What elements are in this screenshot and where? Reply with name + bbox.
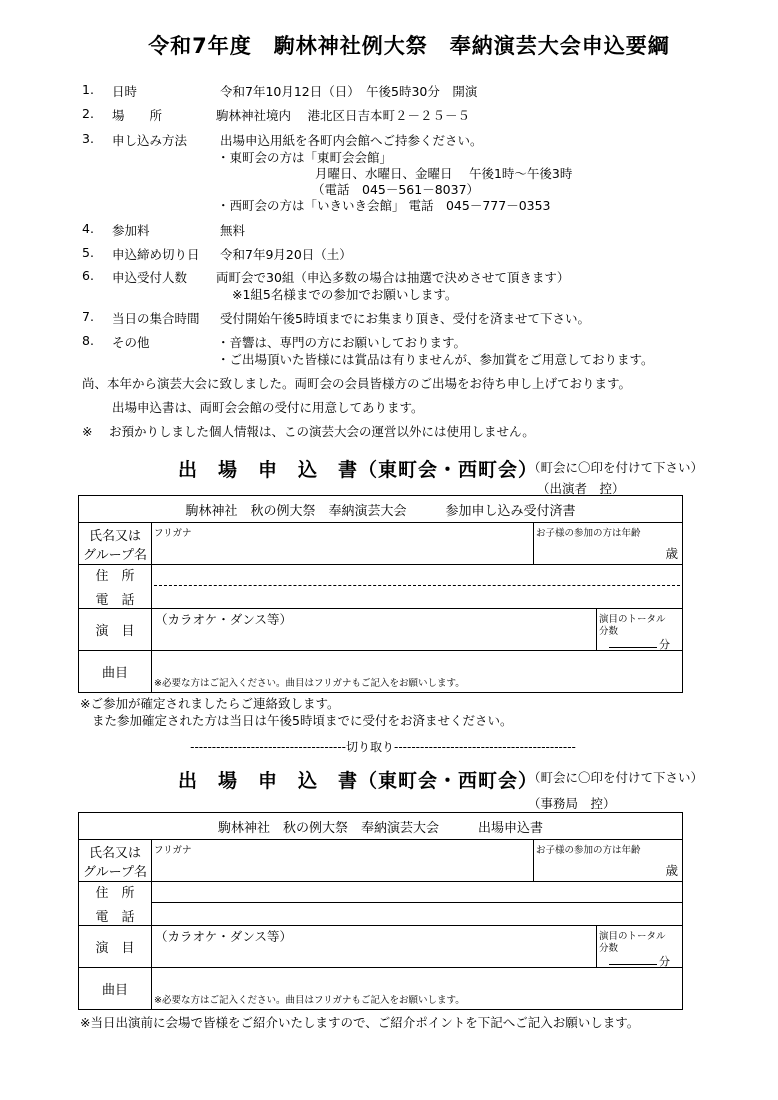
item-value: 令和7年10月12日（日） 午後5時30分 開演 — [220, 84, 478, 99]
circle-note: （町会に〇印を付けて下さい） — [528, 770, 704, 785]
item-number: 8. — [82, 333, 94, 348]
item-label: 申込受付人数 — [112, 270, 188, 285]
item-number: 4. — [82, 221, 94, 236]
item-label: 申し込み方法 — [112, 133, 188, 148]
copy-label: （事務局 控） — [528, 796, 616, 811]
copy-label: （出演者 控） — [537, 481, 625, 496]
tel-label: 電 話 — [95, 910, 135, 925]
name-input[interactable] — [152, 523, 534, 565]
act-input[interactable] — [152, 926, 597, 968]
furigana-label: フリガナ — [154, 845, 192, 856]
item-number: 5. — [82, 245, 94, 260]
form-header: 駒林神社 秋の例大祭 奉納演芸大会 出場申込書 — [79, 813, 683, 840]
item-label: その他 — [112, 335, 150, 350]
page-title: 令和7年度 駒林神社例大祭 奉納演芸大会申込要綱 — [148, 34, 670, 58]
item-value: 令和7年9月20日（土） — [220, 247, 352, 262]
item-number: 7. — [82, 309, 94, 324]
item8-note: ・ご出場頂いた皆様には賞品は有りませんが、参加賞をご用意しております。 — [217, 352, 654, 367]
item-number: 6. — [82, 268, 94, 283]
item-value: 無料 — [220, 223, 246, 238]
form-header: 駒林神社 秋の例大祭 奉納演芸大会 参加申し込み受付済書 — [79, 496, 683, 523]
child-age-label: お子様の参加の方は年齢 — [536, 845, 641, 856]
item-value: ・音響は、専門の方にお願いしております。 — [217, 335, 467, 350]
item-number: 3. — [82, 131, 94, 146]
act-hint: （カラオケ・ダンス等） — [155, 929, 293, 944]
item-value: 出場申込用紙を各町内会館へご持参ください。 — [220, 133, 483, 148]
note-line: 尚、本年から演芸大会に致しました。両町会の会員皆様方のご出場をお待ち申し上げております。 — [82, 376, 632, 391]
total-minutes-input[interactable] — [597, 926, 683, 968]
minute-unit: 分 — [659, 955, 670, 968]
child-age-label: お子様の参加の方は年齢 — [536, 528, 641, 539]
total-label: 分数 — [599, 626, 619, 637]
item3-line: ・西町会の方は「いきいき会館」 電話 045－777－0353 — [217, 198, 551, 213]
item3-line: ・東町会の方は「東町会会館」 — [217, 150, 393, 165]
act-label: 演 目 — [79, 926, 152, 968]
song-note: ※必要な方はご記入ください。曲目はフリガナもご記入をお願いします。 — [154, 995, 465, 1006]
item3-line: （電話 045－561－8037） — [312, 182, 480, 197]
application-form-2 — [78, 812, 683, 1010]
address-tel-input[interactable] — [152, 565, 683, 609]
circle-note: （町会に〇印を付けて下さい） — [528, 460, 704, 475]
item-label: 日時 — [112, 84, 138, 99]
item-label: 申込締め切り日 — [112, 247, 200, 262]
act-input[interactable] — [152, 609, 597, 651]
name-label — [79, 523, 152, 565]
item-value: 両町会で30組（申込多数の場合は抽選で決めさせて頂きます） — [216, 270, 570, 285]
total-label: 演目のトータル — [599, 614, 666, 625]
item-label: 当日の集合時間 — [112, 311, 200, 326]
age-input[interactable] — [534, 840, 683, 882]
item-label: 場 所 — [112, 108, 163, 123]
note-line: ※ お預かりしました個人情報は、この演芸大会の運営以外には使用しません。 — [82, 424, 535, 439]
item-number: 1. — [82, 82, 94, 97]
form-title: 出 場 申 込 書（東町会・西町会） — [178, 459, 539, 481]
name-input[interactable] — [152, 840, 534, 882]
name-label-line: グループ名 — [83, 864, 147, 880]
item-label: 参加料 — [112, 223, 150, 238]
age-unit: 歳 — [665, 546, 679, 561]
after-form-note: ※ご参加が確定されましたらご連絡致します。 — [80, 696, 340, 711]
name-label-line: グループ名 — [83, 547, 147, 563]
application-form-1 — [78, 495, 683, 693]
age-input[interactable] — [534, 523, 683, 565]
address-tel-label — [79, 882, 152, 926]
tel-label: 電 話 — [95, 593, 135, 608]
name-label — [79, 840, 152, 882]
song-label: 曲目 — [79, 651, 152, 693]
item-value: 駒林神社境内 港北区日吉本町２－２５－５ — [216, 108, 470, 123]
after-form-note: また参加確定された方は当日は午後5時頃までに受付をお済ませください。 — [92, 713, 513, 728]
total-minutes-input[interactable] — [597, 609, 683, 651]
furigana-label: フリガナ — [154, 528, 192, 539]
address-label: 住 所 — [95, 886, 135, 901]
song-note: ※必要な方はご記入ください。曲目はフリガナもご記入をお願いします。 — [154, 678, 465, 689]
total-label: 演目のトータル — [599, 931, 666, 942]
song-label: 曲目 — [79, 968, 152, 1010]
address-label: 住 所 — [95, 569, 135, 584]
footer-note: ※当日出演前に会場で皆様をご紹介いたしますので、ご紹介ポイントを下記へご記入お願いします。 — [80, 1015, 640, 1030]
minute-unit: 分 — [659, 638, 670, 651]
cut-line: ------------------------------------切り取り------------------------------------------ — [190, 740, 576, 754]
note-line: 出場申込書は、両町会会館の受付に用意してあります。 — [112, 400, 424, 415]
song-input[interactable] — [152, 968, 683, 1010]
name-label-line: 氏名又は — [88, 528, 141, 544]
total-label: 分数 — [599, 943, 619, 954]
act-label: 演 目 — [79, 609, 152, 651]
age-unit: 歳 — [665, 863, 679, 878]
song-input[interactable] — [152, 651, 683, 693]
form-title: 出 場 申 込 書（東町会・西町会） — [178, 770, 539, 792]
address-tel-label — [79, 565, 152, 609]
act-hint: （カラオケ・ダンス等） — [155, 612, 293, 627]
item-number: 2. — [82, 106, 94, 121]
item6-note: ※1組5名様までの参加でお願いします。 — [232, 287, 458, 302]
item3-line: 月曜日、水曜日、金曜日 午後1時～午後3時 — [315, 166, 573, 181]
name-label-line: 氏名又は — [88, 845, 141, 861]
address-tel-input[interactable] — [152, 882, 683, 926]
item-value: 受付開始午後5時頃までにお集まり頂き、受付を済ませて下さい。 — [220, 311, 590, 326]
